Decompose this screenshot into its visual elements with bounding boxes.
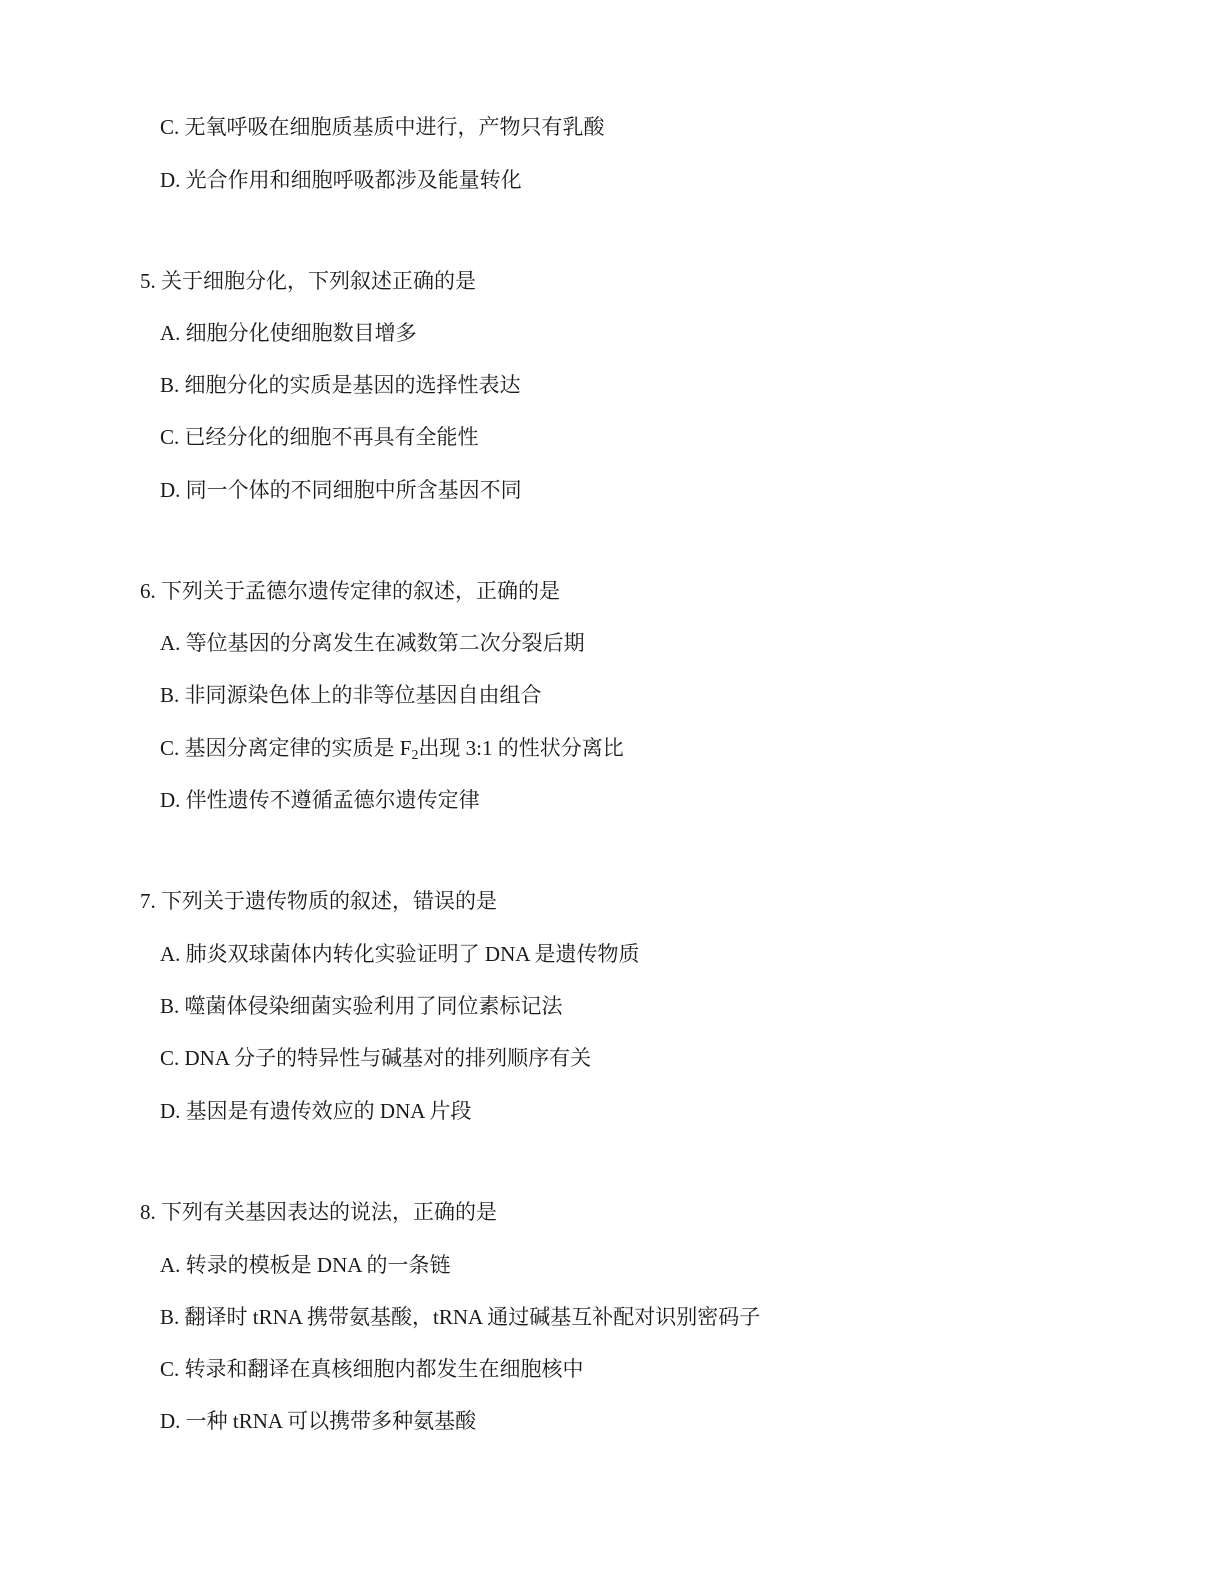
- option-q5-a: A. 细胞分化使细胞数目增多: [160, 321, 417, 345]
- option-q7-d: D. 基因是有遗传效应的 DNA 片段: [160, 1099, 472, 1123]
- option-q8-a: A. 转录的模板是 DNA 的一条链: [160, 1253, 451, 1277]
- option-q7-c: C. DNA 分子的特异性与碱基对的排列顺序有关: [160, 1046, 592, 1070]
- question-5-stem: 5. 关于细胞分化，下列叙述正确的是: [140, 269, 476, 293]
- option-q5-c: C. 已经分化的细胞不再具有全能性: [160, 425, 479, 449]
- option-q6-d: D. 伴性遗传不遵循孟德尔遗传定律: [160, 788, 480, 812]
- question-7-stem: 7. 下列关于遗传物质的叙述，错误的是: [140, 889, 497, 913]
- option-q6-c: [160, 734, 624, 762]
- question-8-stem: 8. 下列有关基因表达的说法，正确的是: [140, 1200, 497, 1224]
- option-q6-c-tail: 出现 3:1 的性状分离比: [418, 736, 624, 760]
- subscript-2: 2: [411, 748, 419, 763]
- option-q7-a: A. 肺炎双球菌体内转化实验证明了 DNA 是遗传物质: [160, 942, 640, 966]
- question-6-stem: 6. 下列关于孟德尔遗传定律的叙述，正确的是: [140, 579, 560, 603]
- option-q6-c-text: C. 基因分离定律的实质是 F: [160, 736, 412, 760]
- option-q6-b: B. 非同源染色体上的非等位基因自由组合: [160, 683, 542, 707]
- option-q8-d: D. 一种 tRNA 可以携带多种氨基酸: [160, 1409, 477, 1433]
- option-q5-b: B. 细胞分化的实质是基因的选择性表达: [160, 373, 521, 397]
- option-q8-c: C. 转录和翻译在真核细胞内都发生在细胞核中: [160, 1357, 584, 1381]
- option-q7-b: B. 噬菌体侵染细菌实验利用了同位素标记法: [160, 994, 563, 1018]
- option-q4-c: C. 无氧呼吸在细胞质基质中进行，产物只有乳酸: [160, 115, 605, 139]
- option-q6-a: A. 等位基因的分离发生在减数第二次分裂后期: [160, 631, 585, 655]
- option-q4-d: D. 光合作用和细胞呼吸都涉及能量转化: [160, 168, 522, 192]
- option-q5-d: D. 同一个体的不同细胞中所含基因不同: [160, 478, 522, 502]
- option-q8-b: B. 翻译时 tRNA 携带氨基酸，tRNA 通过碱基互补配对识别密码子: [160, 1305, 761, 1329]
